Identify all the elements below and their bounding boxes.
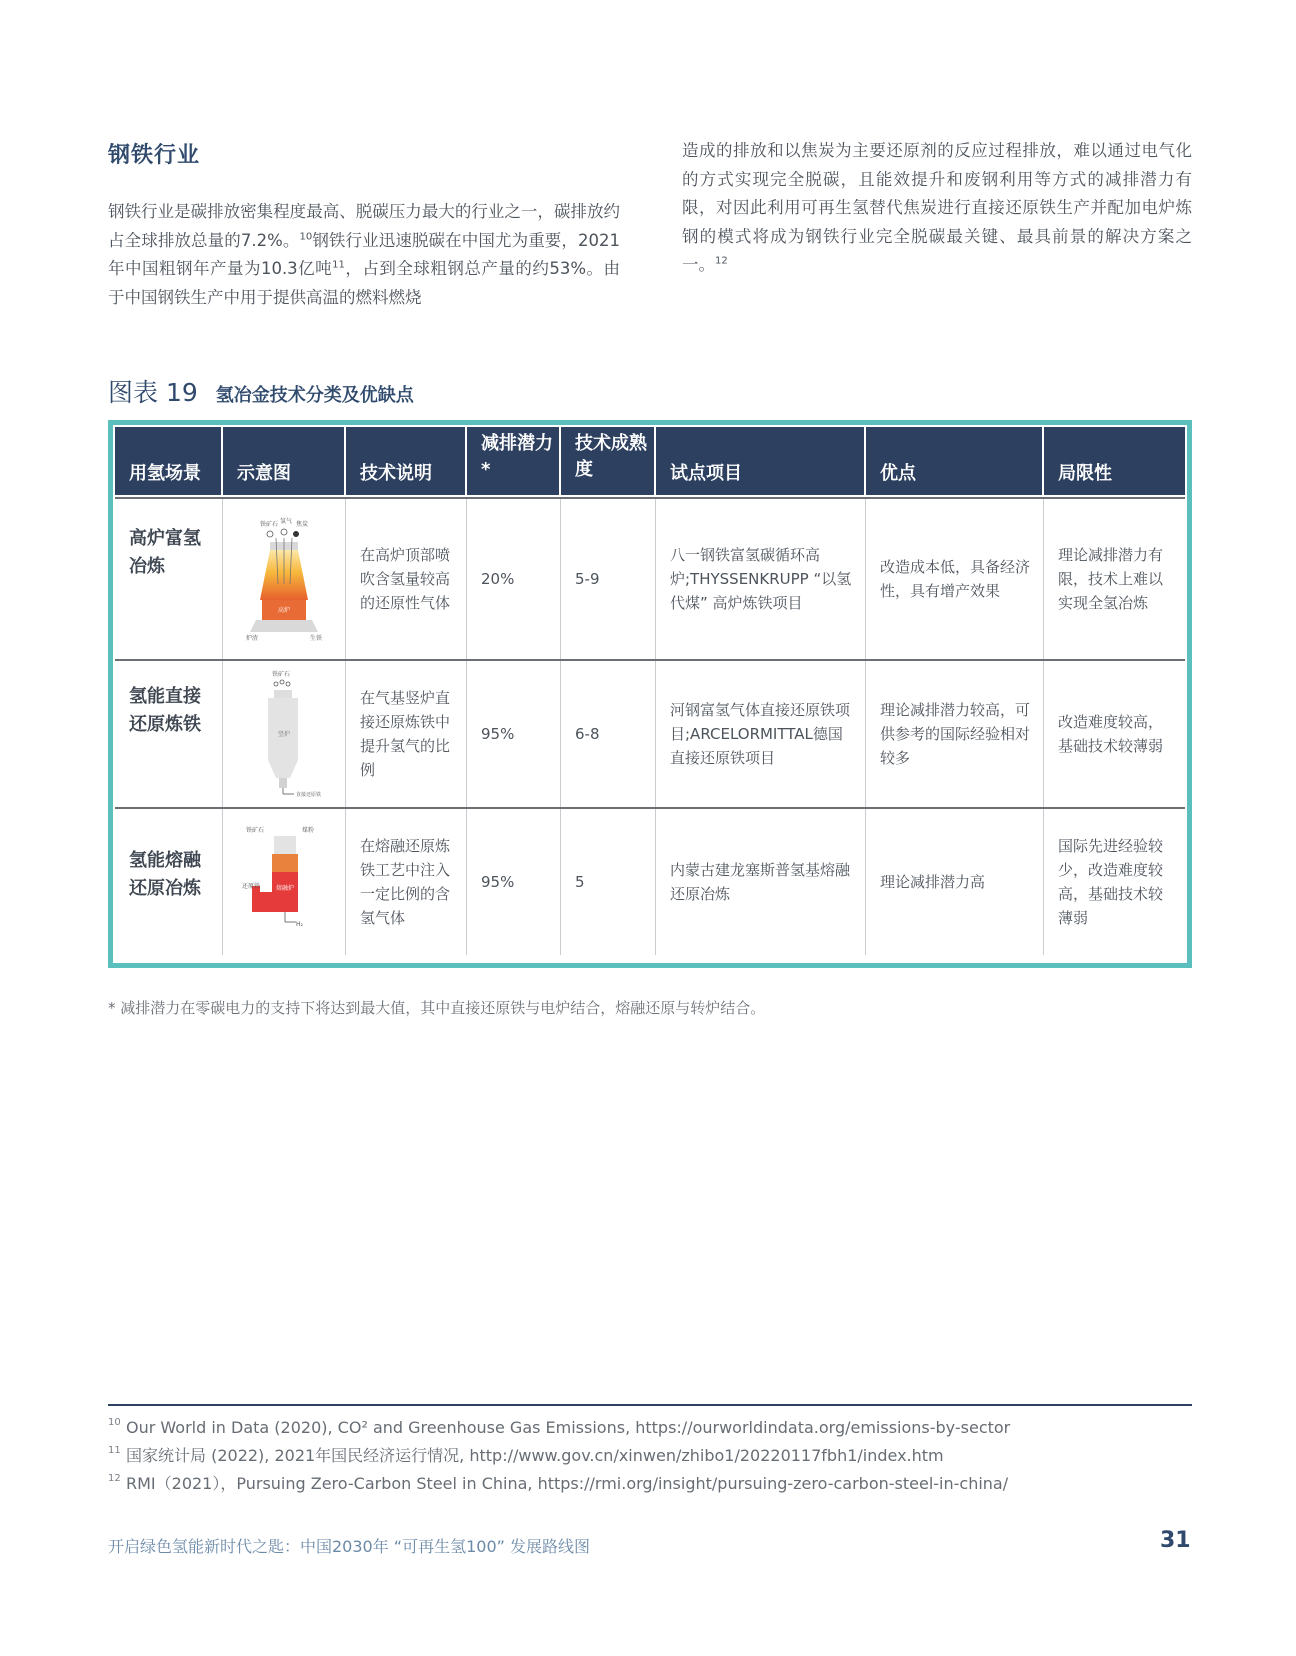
header-potential: 减排潜力* <box>467 427 561 495</box>
table-header <box>115 427 1185 495</box>
row-pilot: 内蒙古建龙塞斯普氢基熔融还原冶炼 <box>656 809 866 955</box>
label-iron: 生铁 <box>310 635 323 642</box>
row-pros: 理论减排潜力高 <box>866 809 1044 955</box>
footnote-text[interactable]: 国家统计局 (2022), 2021年国民经济运行情况, http://www.gov.cn/xinwen/zhibo1/20220117fbh1/index.htm <box>126 1446 944 1465</box>
figure-caption <box>108 373 414 409</box>
label-ore: 铁矿石 <box>260 521 279 528</box>
footnote-item <box>108 1470 1010 1498</box>
footnote-number: 12 <box>108 1473 121 1484</box>
table-note: * 减排潜力在零碳电力的支持下将达到最大值，其中直接还原铁与电炉结合，熔融还原与转炉结合。 <box>108 999 766 1017</box>
footnote-number: 11 <box>108 1445 121 1456</box>
footnote-ref-11[interactable]: 11 <box>332 259 345 271</box>
row-desc: 在高炉顶部喷吹含氢量较高的还原性气体 <box>346 499 467 659</box>
row-scene: 氢能直接还原炼铁 <box>115 661 223 807</box>
footnote-ref-12[interactable]: 12 <box>715 255 728 267</box>
footnote-text[interactable]: Our World in Data (2020), CO² and Greenhouse Gas Emissions, https://ourworldindata.org/emissions-by-sector <box>126 1418 1011 1437</box>
para-left-text-c: ，占到全球粗钢总产量的约53%。由于中国钢铁生产中用于提供高温的燃料燃烧 <box>108 259 620 307</box>
table-row <box>115 807 1185 955</box>
label-h2: 氢气 <box>280 518 293 525</box>
paragraph-right <box>682 137 1192 280</box>
row-pilot: 河钢富氢气体直接还原铁项目;ARCELORMITTAL德国直接还原铁项目 <box>656 661 866 807</box>
label-ore: 铁矿石 <box>246 827 265 834</box>
header-maturity: 技术成熟度 <box>561 427 656 495</box>
label-furnace: 高炉 <box>278 607 291 614</box>
para-left-text-a: 钢铁行业是碳排放密集程度最高、脱碳压力最大的行业之一，碳排放约占全球排放总量的7.2%。 <box>108 202 620 250</box>
footnote-number: 10 <box>108 1417 121 1428</box>
paragraph-left <box>108 198 620 312</box>
row-potential: 95% <box>467 809 561 955</box>
label-dri: 直接还原铁 <box>296 792 322 798</box>
figure-number: 图表 19 <box>108 378 198 407</box>
shaft-furnace-diagram <box>223 661 346 807</box>
header-cons: 局限性 <box>1058 463 1112 484</box>
label-shaft: 竖炉 <box>278 731 291 738</box>
label-iron: 还原铁 <box>242 883 261 890</box>
header-diagram: 示意图 <box>223 427 346 495</box>
smelting-reduction-diagram <box>223 809 346 955</box>
header-pilot: 试点项目 <box>656 427 866 495</box>
row-cons: 改造难度较高，基础技术较薄弱 <box>1058 713 1164 755</box>
section-title: 钢铁行业 <box>108 143 201 168</box>
para-right-text: 造成的排放和以焦炭为主要还原剂的反应过程排放，难以通过电气化的方式实现完全脱碳，且能效提升和废钢利用等方式的减排潜力有限，对因此利用可再生氢替代焦炭进行直接还原铁生产并配加电炉炼钢的模式将成为钢铁行业完全脱碳最关键、最具前景的解决方案之一。 <box>682 141 1192 274</box>
footnote-ref-10[interactable]: 10 <box>299 231 313 242</box>
row-scene: 氢能熔融还原冶炼 <box>115 809 223 955</box>
page-number: 31 <box>1160 1528 1191 1553</box>
row-scene: 高炉富氢冶炼 <box>115 499 223 659</box>
para-left-text-b: 钢铁行业迅速脱碳在中国尤为重要，2021年中国粗钢年产量为10.3亿吨 <box>108 230 621 278</box>
label-ore: 铁矿石 <box>272 671 291 678</box>
footer-title: 开启绿色氢能新时代之匙：中国2030年 “可再生氢100” 发展路线图 <box>108 1537 591 1556</box>
row-pros: 理论减排潜力较高，可供参考的国际经验相对较多 <box>866 661 1044 807</box>
row-pros: 改造成本低，具备经济性，具有增产效果 <box>866 499 1044 659</box>
footnote-item <box>108 1414 1010 1442</box>
row-maturity: 6-8 <box>561 661 656 807</box>
row-cons: 国际先进经验较少，改造难度较高，基础技术较薄弱 <box>1058 837 1164 927</box>
blast-furnace-diagram <box>223 499 346 659</box>
row-potential: 20% <box>467 499 561 659</box>
footnote-item <box>108 1442 1010 1470</box>
label-slag: 炉渣 <box>246 635 259 642</box>
row-maturity: 5-9 <box>561 499 656 659</box>
figure-title: 氢冶金技术分类及优缺点 <box>215 385 414 406</box>
header-pros: 优点 <box>866 427 1044 495</box>
table-row <box>115 497 1185 659</box>
hydrogen-metallurgy-table <box>108 420 1192 968</box>
row-pilot: 八一钢铁富氢碳循环高炉;THYSSENKRUPP “以氢代煤” 高炉炼铁项目 <box>656 499 866 659</box>
label-coal: 煤粉 <box>302 827 315 834</box>
footnote-text[interactable]: RMI（2021），Pursuing Zero-Carbon Steel in China, https://rmi.org/insight/pursuing-zero-carbon-steel-in-china/ <box>126 1474 1009 1493</box>
label-coke: 焦炭 <box>296 521 309 528</box>
label-smelter: 熔融炉 <box>276 885 295 892</box>
footnote-divider <box>108 1404 1192 1406</box>
table-row <box>115 659 1185 807</box>
row-cons: 理论减排潜力有限，技术上难以实现全氢冶炼 <box>1058 546 1164 612</box>
row-desc: 在熔融还原炼铁工艺中注入一定比例的含氢气体 <box>346 809 467 955</box>
header-scene: 用氢场景 <box>115 427 223 495</box>
header-desc: 技术说明 <box>346 427 467 495</box>
row-desc: 在气基竖炉直接还原炼铁中提升氢气的比例 <box>346 661 467 807</box>
footnotes <box>108 1414 1010 1498</box>
row-potential: 95% <box>467 661 561 807</box>
label-h2: H₂ <box>296 921 303 928</box>
row-maturity: 5 <box>561 809 656 955</box>
